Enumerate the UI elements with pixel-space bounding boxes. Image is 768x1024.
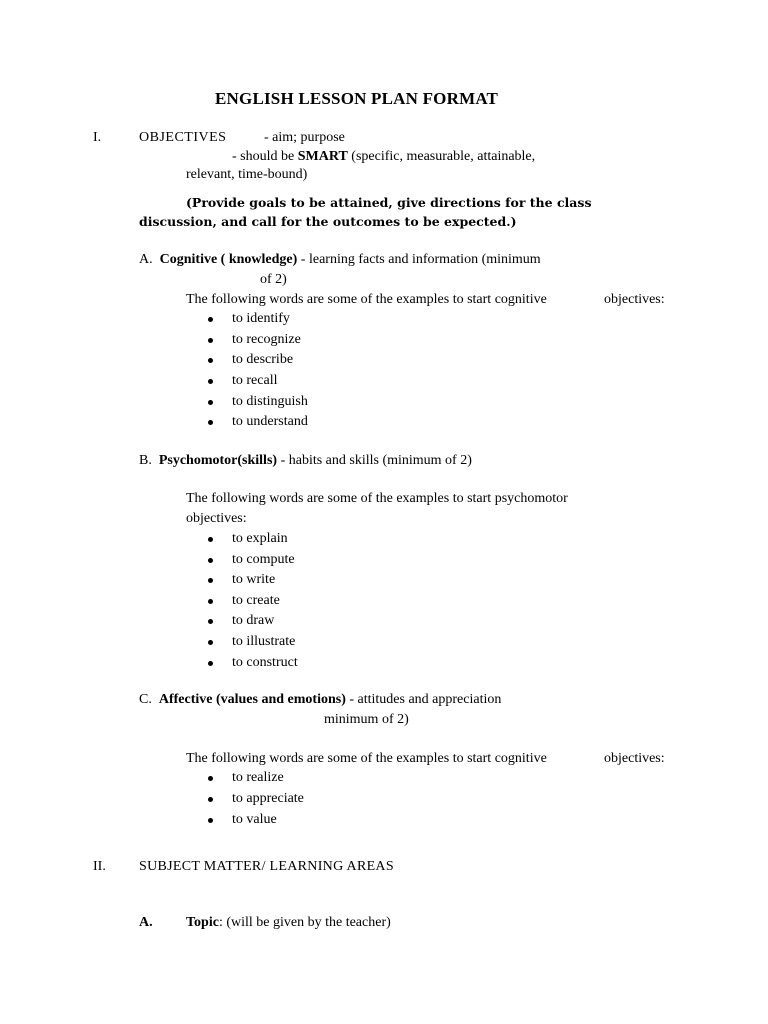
psychomotor-line	[139, 451, 472, 471]
list-item-label: to write	[232, 572, 276, 587]
list-item-label: to value	[232, 812, 277, 827]
affective-letter: C.	[139, 692, 152, 707]
psychomotor-desc: - habits and skills (minimum of 2)	[277, 453, 472, 468]
list-item-label: to create	[232, 593, 280, 608]
bullet-icon	[208, 558, 213, 563]
smart-suffix: (specific, measurable, attainable,	[347, 149, 536, 164]
list-item-label: to appreciate	[232, 791, 304, 806]
bullet-icon	[208, 338, 213, 343]
bullet-icon	[208, 400, 213, 405]
cognitive-intro-end: objectives:	[604, 292, 665, 307]
bullet-icon	[208, 358, 213, 363]
list-item-label: to compute	[232, 552, 295, 567]
psychomotor-intro-continued: objectives:	[186, 511, 247, 526]
section-2-numeral: II.	[93, 859, 106, 874]
bullet-icon	[208, 537, 213, 542]
cognitive-desc: - learning facts and information (minimum	[297, 252, 541, 267]
affective-desc: - attitudes and appreciation	[345, 692, 502, 707]
cognitive-line	[139, 250, 541, 270]
list-item-label: to draw	[232, 613, 275, 628]
list-item-label: to explain	[232, 531, 288, 546]
list-item-label: to describe	[232, 352, 294, 367]
objectives-aim: - aim; purpose	[264, 130, 345, 145]
bullet-icon	[208, 420, 213, 425]
list-item-label: to realize	[232, 770, 284, 785]
section-1-heading: OBJECTIVES	[139, 130, 227, 145]
bullet-icon	[208, 797, 213, 802]
cognitive-intro: The following words are some of the examples to start cognitive	[186, 292, 547, 307]
section-1-numeral: I.	[93, 130, 102, 145]
cognitive-letter: A.	[139, 252, 153, 267]
psychomotor-intro: The following words are some of the examples to start psychomotor	[186, 491, 568, 506]
list-item-label: to recognize	[232, 332, 301, 347]
bullet-icon	[208, 578, 213, 583]
bullet-icon	[208, 619, 213, 624]
bullet-icon	[208, 818, 213, 823]
topic-text: (will be given by the teacher)	[222, 915, 391, 930]
list-item-label: to illustrate	[232, 634, 296, 649]
bullet-icon	[208, 776, 213, 781]
topic-line	[186, 913, 391, 933]
topic-colon: :	[218, 915, 223, 930]
topic-letter: A.	[139, 915, 153, 930]
cognitive-heading: Cognitive ( knowledge)	[159, 252, 298, 267]
bullet-icon	[208, 599, 213, 604]
affective-intro: The following words are some of the examples to start cognitive	[186, 751, 547, 766]
smart-prefix: - should be	[232, 149, 298, 164]
bullet-icon	[208, 379, 213, 384]
affective-line	[139, 690, 501, 710]
objectives-note-line-2: discussion, and call for the outcomes to be expected.)	[139, 214, 517, 229]
affective-desc-continued: minimum of 2)	[324, 712, 409, 727]
psychomotor-heading: Psychomotor(skills)	[158, 453, 278, 468]
bullet-icon	[208, 661, 213, 666]
affective-heading: Affective (values and emotions)	[158, 692, 346, 707]
psychomotor-letter: B.	[139, 453, 152, 468]
list-item-label: to construct	[232, 655, 298, 670]
list-item-label: to understand	[232, 414, 308, 429]
bullet-icon	[208, 317, 213, 322]
bullet-icon	[208, 640, 213, 645]
cognitive-desc-continued: of 2)	[260, 272, 287, 287]
smart-word: SMART	[297, 149, 348, 164]
section-2-heading: SUBJECT MATTER/ LEARNING AREAS	[139, 859, 394, 874]
topic-label: Topic	[186, 915, 219, 930]
list-item-label: to distinguish	[232, 394, 308, 409]
list-item-label: to recall	[232, 373, 278, 388]
document-title: ENGLISH LESSON PLAN FORMAT	[215, 89, 499, 108]
list-item-label: to identify	[232, 311, 290, 326]
objectives-note-line-1: (Provide goals to be attained, give directions for the class	[186, 195, 592, 210]
objectives-smart-line	[232, 147, 535, 167]
objectives-smart-continued: relevant, time-bound)	[186, 167, 308, 182]
affective-intro-end: objectives:	[604, 751, 665, 766]
